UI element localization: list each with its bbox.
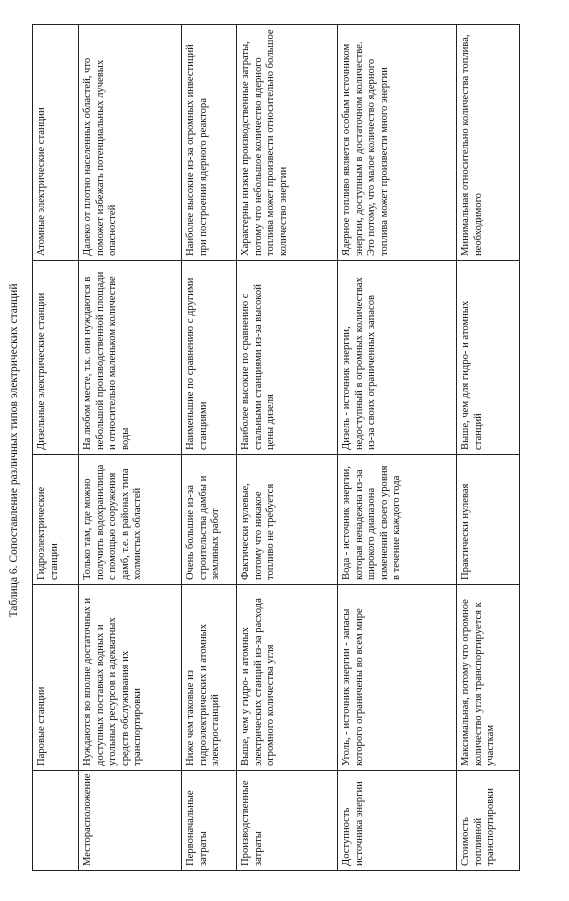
table-row bbox=[338, 25, 457, 871]
row-label: Стоимость топливной транспортировки bbox=[457, 771, 520, 871]
row-label: Производственные затраты bbox=[237, 771, 338, 871]
table-cell: Максимальная, потому что огромное количество угля транспортируется к участкам bbox=[457, 585, 520, 771]
table-cell: Ядерное топливо является особым источником энергии, доступным в достаточном количестве. Это потому, что малое количество ядерного топлива может произвести много энергии bbox=[338, 25, 457, 261]
table-cell: Ниже чем таковые из гидроэлектрических и атомных электростанций bbox=[182, 585, 237, 771]
header-cell-diesel: Дизельные электрические станции bbox=[33, 261, 79, 455]
header-cell-nuclear: Атомные электрические станции bbox=[33, 25, 79, 261]
table-cell: Наименьшие по сравнению с другими станциями bbox=[182, 261, 237, 455]
table-cell: Наиболее высокие по сравнению с стальными станциями из-за высокой цены дизеля bbox=[237, 261, 338, 455]
header-row bbox=[33, 25, 79, 871]
table-cell: Минимальная относительно количества топлива, необходимого bbox=[457, 25, 520, 261]
table-cell: Выше, чем для гидро- и атомных станций bbox=[457, 261, 520, 455]
table-cell: Уголь, - источник энергии - запасы которого ограничены во всем мире bbox=[338, 585, 457, 771]
table-cell: На любом месте, т.к. они нуждаются в небольшой производственной площади и относительно маленьком количестве воды bbox=[79, 261, 182, 455]
table-row bbox=[237, 25, 338, 871]
table-cell: Характерны низкие производственные затраты, потому что небольшое количество ядерного топлива может произвести относительно большое количество энергии bbox=[237, 25, 338, 261]
row-label: Первоначальные затраты bbox=[182, 771, 237, 871]
table-cell: Вода - источник энергии, которая ненадежна из-за широкого диапазона изменений своего уровня в течение каждого года bbox=[338, 455, 457, 585]
table-cell: Очень большие из-за строительства дамбы и земляных работ bbox=[182, 455, 237, 585]
header-cell-empty bbox=[33, 771, 79, 871]
table-cell: Выше, чем у гидро- и атомных электрических станций из-за расхода огромного количества угля bbox=[237, 585, 338, 771]
comparison-table bbox=[32, 24, 520, 871]
table-cell: Фактически нулевые, потому что никакое топливо не требуется bbox=[237, 455, 338, 585]
table-row bbox=[79, 25, 182, 871]
header-cell-hydro: Гидроэлектрические станции bbox=[33, 455, 79, 585]
row-label: Доступность источника энергии bbox=[338, 771, 457, 871]
table-cell: Далеко от плотно населенных областей, что поможет избежать потенциальных лучевых опасностей bbox=[79, 25, 182, 261]
table-cell: Нуждаются во вполне достаточных и доступных поставках водных и угольных ресурсов и адекватных средств обслуживания их транспортировки bbox=[79, 585, 182, 771]
table-cell: Наиболее высокие из-за огромных инвестиций при построении ядерного реактора bbox=[182, 25, 237, 261]
table-cell: Только там, где можно получить водохранилища с помощью сооружения дамб, т.е. в районах типа холмистых областей bbox=[79, 455, 182, 585]
table-cell: Практически нулевая bbox=[457, 455, 520, 585]
table-cell: Дизель - источник энергии, недоступный в огромных количествах из-за своих ограниченных запасов bbox=[338, 261, 457, 455]
table-row bbox=[182, 25, 237, 871]
row-label: Месторасположение bbox=[79, 771, 182, 871]
header-cell-steam: Паровые станции bbox=[33, 585, 79, 771]
table-row bbox=[457, 25, 520, 871]
table-caption: Таблица 6. Сопоставление различных типов электрических станций bbox=[8, 283, 20, 618]
